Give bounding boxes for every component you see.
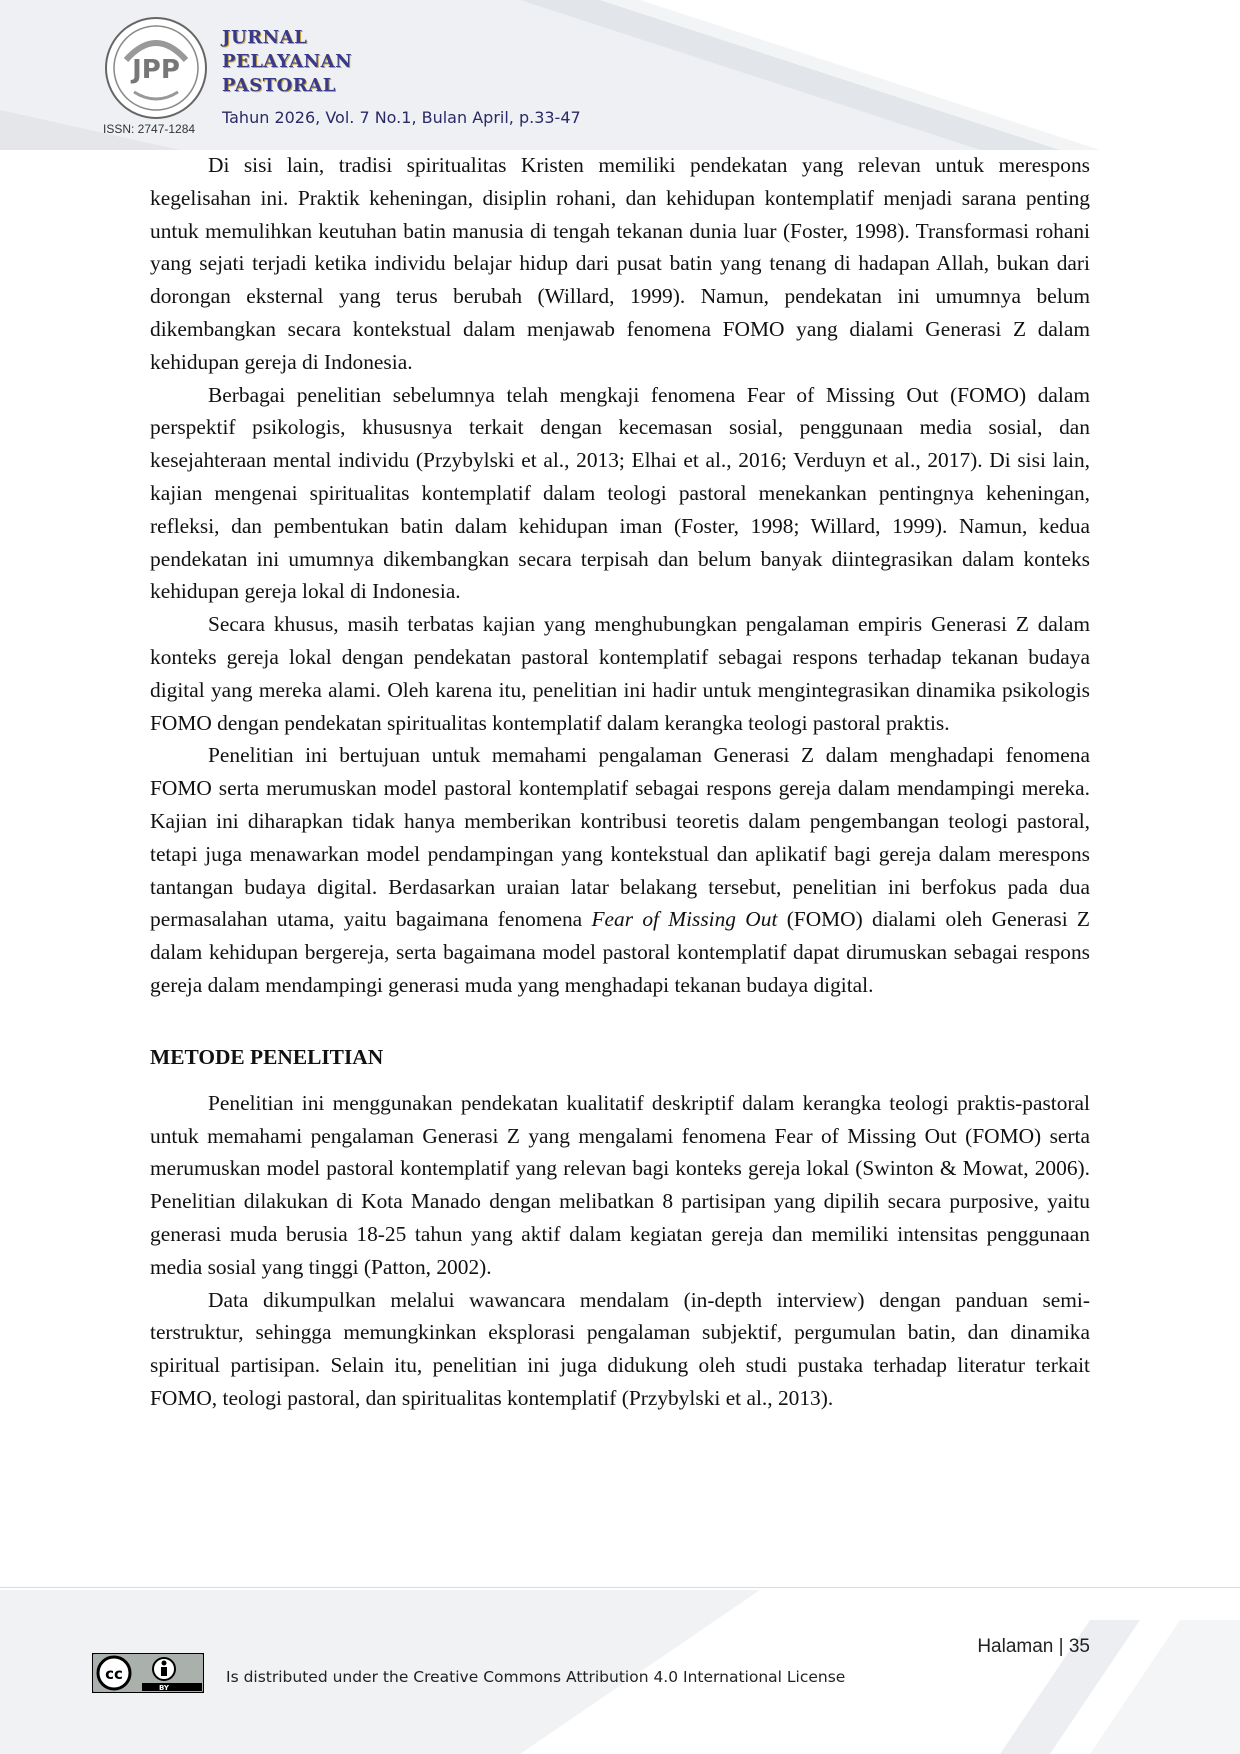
journal-name-line-2: PELAYANAN <box>222 51 353 72</box>
journal-name-line-3: PASTORAL <box>222 75 336 96</box>
paragraph-4-part-b: (FOMO) dialami oleh Generasi Z dalam kehidupan bergereja, serta bagaimana model pastoral kontemplatif dapat dirumuskan sebagai respons gereja dalam mendampingi generasi muda yang menghadapi tekanan budaya digital. <box>150 907 1091 997</box>
paragraph-2: Berbagai penelitian sebelumnya telah mengkaji fenomena Fear of Missing Out (FOMO) dalam perspektif psikologis, khususnya terkait dengan kecemasan sosial, penggunaan media sosial, dan kesejahteraan mental individu (Przybylski et al., 2013; Elhai et al., 2016; Verduyn et al., 2017). Di sisi lain, kajian mengenai spiritualitas kontemplatif dalam teologi pastoral menekankan pentingnya keheningan, refleksi, dan pembentukan batin dalam kehidupan iman (Foster, 1998; Willard, 1999). Namun, kedua pendekatan ini umumnya dikembangkan secara terpisah dan belum banyak diintegrasikan dalam konteks kehidupan gereja lokal di Indonesia. <box>150 382 1090 604</box>
page-number: Halaman | 35 <box>977 1636 1090 1657</box>
journal-name <box>222 26 422 98</box>
section-heading: METODE PENELITIAN <box>150 1044 384 1069</box>
logo-text: JPP <box>132 55 180 85</box>
cc-icon-text: cc <box>105 1665 123 1683</box>
paragraph-4 <box>150 739 1090 1001</box>
by-icon-text: BY <box>158 1684 170 1692</box>
journal-logo <box>104 16 208 120</box>
paragraph-4-italic: Fear of Missing Out <box>591 907 778 932</box>
cc-by-badge <box>92 1653 204 1693</box>
license-text: Is distributed under the Creative Commons Attribution 4.0 International License <box>226 1668 846 1686</box>
paragraph-4-part-a: Penelitian ini bertujuan untuk memahami pengalaman Generasi Z dalam menghadapi fenomena FOMO serta merumuskan model pastoral kontemplatif sebagai respons gereja dalam mendampingi mereka. Kajian ini diharapkan tidak hanya memberikan kontribusi teoretis dalam pengembangan teologi pastoral, tetapi juga menawarkan model pendampingan yang kontekstual dan aplikatif bagi gereja dalam merespons tantangan budaya digital. Berdasarkan uraian latar belakang tersebut, penelitian ini berfokus pada dua permasalahan utama, yaitu bagaimana fenomena <box>150 743 1090 932</box>
issue-info: Tahun 2026, Vol. 7 No.1, Bulan April, p.33-47 <box>222 108 581 127</box>
issn: ISSN: 2747-1284 <box>103 122 196 136</box>
article-body <box>150 149 1090 1415</box>
journal-name-line-1: JURNAL <box>222 27 308 48</box>
paragraph-6: Data dikumpulkan melalui wawancara mendalam (in-depth interview) dengan panduan semi-terstruktur, sehingga memungkinkan eksplorasi pengalaman subjektif, pergumulan batin, dan dinamika spiritual partisipan. Selain itu, penelitian ini juga didukung oleh studi pustaka terhadap literatur terkait FOMO, teologi pastoral, dan spiritualitas kontemplatif (Przybylski et al., 2013). <box>150 1287 1090 1410</box>
paragraph-1: Di sisi lain, tradisi spiritualitas Kristen memiliki pendekatan yang relevan untuk merespons kegelisahan ini. Praktik keheningan, disiplin rohani, dan kehidupan kontemplatif menjadi sarana penting untuk memulihkan keutuhan batin manusia di tengah tekanan dunia luar (Foster, 1998). Transformasi rohani yang sejati terjadi ketika individu belajar hidup dari pusat batin yang tenang di hadapan Allah, bukan dari dorongan eksternal yang terus berubah (Willard, 1999). Namun, pendekatan ini umumnya belum dikembangkan secara kontekstual dalam menjawab fenomena FOMO yang dialami Generasi Z dalam kehidupan gereja di Indonesia. <box>150 153 1090 374</box>
paragraph-3: Secara khusus, masih terbatas kajian yang menghubungkan pengalaman empiris Generasi Z dalam konteks gereja lokal dengan pendekatan pastoral kontemplatif sebagai respons terhadap tekanan budaya digital yang mereka alami. Oleh karena itu, penelitian ini hadir untuk mengintegrasikan dinamika psikologis FOMO dengan pendekatan spiritualitas kontemplatif dalam kerangka teologi pastoral praktis. <box>150 612 1090 735</box>
footer-divider <box>0 1587 1240 1588</box>
paragraph-5: Penelitian ini menggunakan pendekatan kualitatif deskriptif dalam kerangka teologi praktis-pastoral untuk memahami pengalaman Generasi Z yang mengalami fenomena Fear of Missing Out (FOMO) serta merumuskan model pastoral kontemplatif yang relevan bagi konteks gereja lokal (Swinton & Mowat, 2006). Penelitian dilakukan di Kota Manado dengan melibatkan 8 partisipan yang dipilih secara purposive, yaitu generasi muda berusia 18-25 tahun yang aktif dalam kegiatan gereja dan memiliki intensitas penggunaan media sosial yang tinggi (Patton, 2002). <box>150 1090 1090 1279</box>
